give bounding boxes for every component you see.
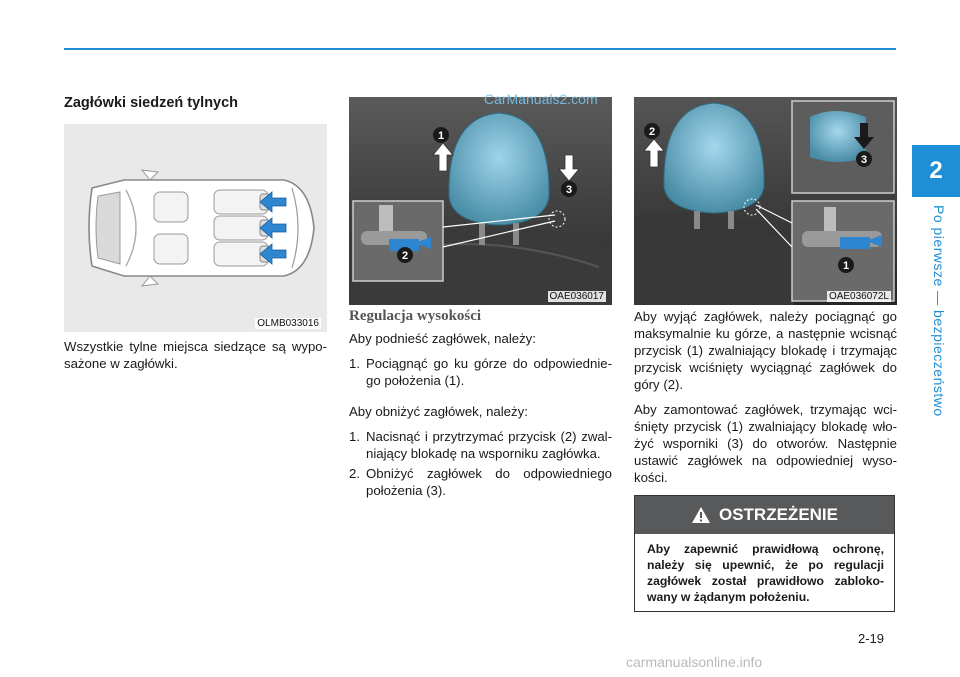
chapter-number-tab: 2 [912, 145, 960, 197]
top-rule [64, 48, 896, 50]
list-item: 1. Nacisnąć i przytrzymać przycisk (2) zwal-niający blokadę na wsporniku zagłówka. [349, 429, 612, 461]
callout-3: 3 [565, 184, 573, 196]
headrest-removal-illustration [634, 97, 897, 305]
figure-code: OLMB033016 [257, 318, 319, 329]
section-heading: Zagłówki siedzeń tylnych [64, 95, 239, 111]
left-body-text [64, 338, 327, 380]
warning-title: OSTRZEŻENIE [718, 505, 838, 524]
rear-seats-info: Wszystkie tylne miejsca siedzące są wypo-sażone w zagłówki. [64, 339, 327, 371]
car-top-view-illustration [64, 124, 327, 332]
figure-code: OAE036017 [549, 291, 604, 302]
callout-2: 2 [648, 126, 656, 138]
callout-2: 2 [401, 250, 409, 262]
chapter-title: Po pierwsze — bezpieczeństwo [931, 205, 947, 417]
callout-1: 1 [437, 130, 445, 142]
height-adjustment-heading: Regulacja wysokości [349, 308, 482, 324]
height-adjustment-figure [349, 97, 612, 305]
middle-body-text [349, 308, 612, 509]
callout-1: 1 [842, 260, 850, 272]
removal-figure [634, 97, 897, 305]
list-item: 1. Pociągnąć go ku górze do odpowiednie-go położenia (1). [349, 356, 612, 388]
removal-instructions: Aby wyjąć zagłówek, należy pociągnąć go maksymalnie ku górze, a następnie wcisnąć przycisk (1) zwalniający blokadę i trzymając przycisk wciśnięty wyciągnąć zagłówek do góry (2). [634, 309, 897, 392]
warning-text: Aby zapewnić prawidłową ochronę, należy się upewnić, że po regulacji zagłówek został prawidłowo zabloko-wany w żądanym położeniu. [647, 542, 884, 604]
headrest-height-illustration [349, 97, 612, 305]
lower-steps [349, 428, 612, 499]
installation-instructions: Aby zamontować zagłówek, trzymając wci-śnięty przycisk (1) zwalniający blokadę wło-żyć wsporniki (3) do otworów. Następnie ustawić zagłówek na odpowiedniej wyso-kości. [634, 402, 897, 485]
callout-3: 3 [860, 154, 868, 166]
watermark-top: CarManuals2.com [484, 91, 598, 107]
lower-intro: Aby obniżyć zagłówek, należy: [349, 404, 528, 419]
car-top-view-figure [64, 124, 327, 332]
list-item: 2. Obniżyć zagłówek do odpowiedniego położenia (3). [349, 466, 612, 498]
right-body-text [634, 308, 897, 494]
page-number: 2-19 [858, 631, 885, 646]
watermark-bottom: carmanualsonline.info [626, 654, 763, 670]
figure-code: OAE036072L [828, 291, 889, 302]
warning-header [635, 496, 894, 534]
raise-steps [349, 355, 612, 389]
warning-box [634, 495, 895, 612]
raise-intro: Aby podnieść zagłówek, należy: [349, 331, 536, 346]
warning-triangle-icon [691, 506, 711, 524]
